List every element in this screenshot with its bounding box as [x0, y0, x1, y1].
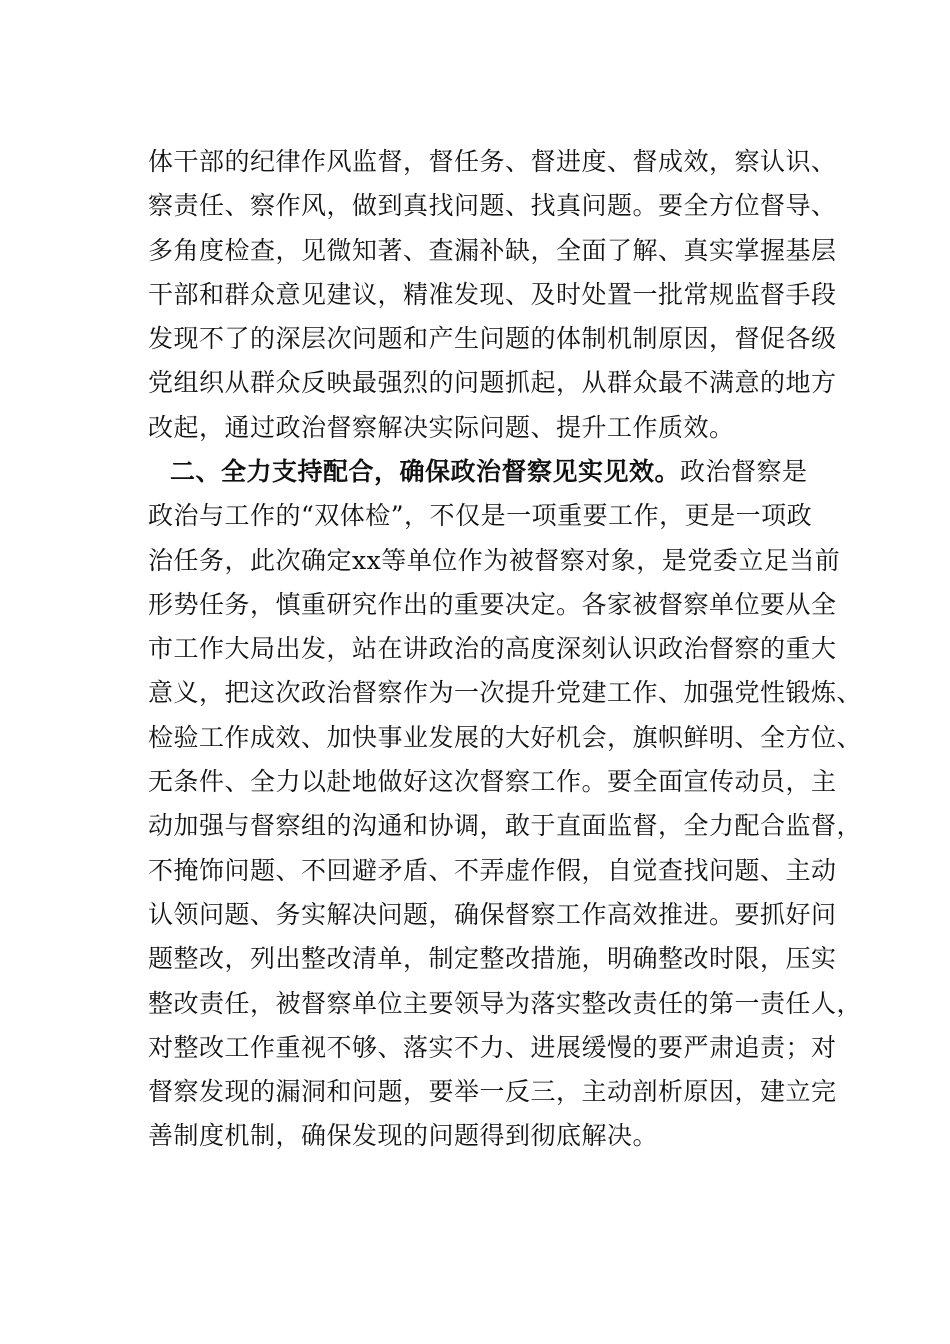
paragraph-line: 察责任、察作风，做到真找问题、找真问题。要全方位督导、 [148, 191, 837, 221]
section-heading: 二、全力支持配合，确保政治督察见实见效。 [170, 457, 681, 486]
paragraph-line: 对整改工作重视不够、落实不力、进展缓慢的要严肃追责；对 [148, 1032, 837, 1062]
paragraph-line: 市工作大局出发，站在讲政治的高度深刻认识政治督察的重大 [148, 634, 837, 664]
paragraph-line: 意义，把这次政治督察作为一次提升党建工作、加强党性锻炼、 [148, 678, 863, 708]
paragraph-line: 无条件、全力以赴地做好这次督察工作。要全面宣传动员，主 [148, 767, 837, 797]
paragraph-2 [148, 450, 863, 1159]
paragraph-line: 政治与工作的“双体检”，不仅是一项重要工作，更是一项政 [148, 501, 813, 531]
paragraph-line: 多角度检查，见微知著、查漏补缺，全面了解、真实掌握基层 [148, 235, 837, 265]
paragraph-line: 动加强与督察组的沟通和协调，敢于直面监督，全力配合监督， [148, 811, 863, 841]
paragraph-line: 形势任务，慎重研究作出的重要决定。各家被督察单位要从全 [148, 589, 837, 619]
paragraph-line: 治任务，此次确定xx等单位作为被督察对象，是党委立足当前 [148, 545, 841, 575]
paragraph-line: 体干部的纪律作风监督，督任务、督进度、督成效，察认识、 [148, 147, 837, 176]
paragraph-line: 发现不了的深层次问题和产生问题的体制机制原因，督促各级 [148, 324, 837, 354]
paragraph-line: 党组织从群众反映最强烈的问题抓起，从群众最不满意的地方 [148, 368, 837, 398]
paragraph-line: 督察发现的漏洞和问题，要举一反三，主动剖析原因，建立完 [148, 1077, 837, 1107]
paragraph-line: 改起，通过政治督察解决实际问题、提升工作质效。 [148, 412, 735, 442]
heading-line-continuation: 政治督察是 [680, 457, 808, 486]
paragraph-line: 检验工作成效、加快事业发展的大好机会，旗帜鲜明、全方位、 [148, 722, 863, 752]
paragraph-line: 干部和群众意见建议，精准发现、及时处置一批常规监督手段 [148, 279, 837, 309]
paragraph-first-line [148, 450, 848, 494]
paragraph-line: 善制度机制，确保发现的问题得到彻底解决。 [148, 1121, 659, 1151]
paragraph-line: 整改责任，被督察单位主要领导为落实整改责任的第一责任人， [148, 988, 863, 1018]
paragraph-1 [148, 140, 848, 450]
paragraph-line: 认领问题、务实解决问题，确保督察工作高效推进。要抓好问 [148, 899, 837, 929]
paragraph-line: 题整改，列出整改清单，制定整改措施，明确整改时限，压实 [148, 944, 837, 974]
paragraph-line: 不掩饰问题、不回避矛盾、不弄虚作假，自觉查找问题、主动 [148, 855, 837, 885]
